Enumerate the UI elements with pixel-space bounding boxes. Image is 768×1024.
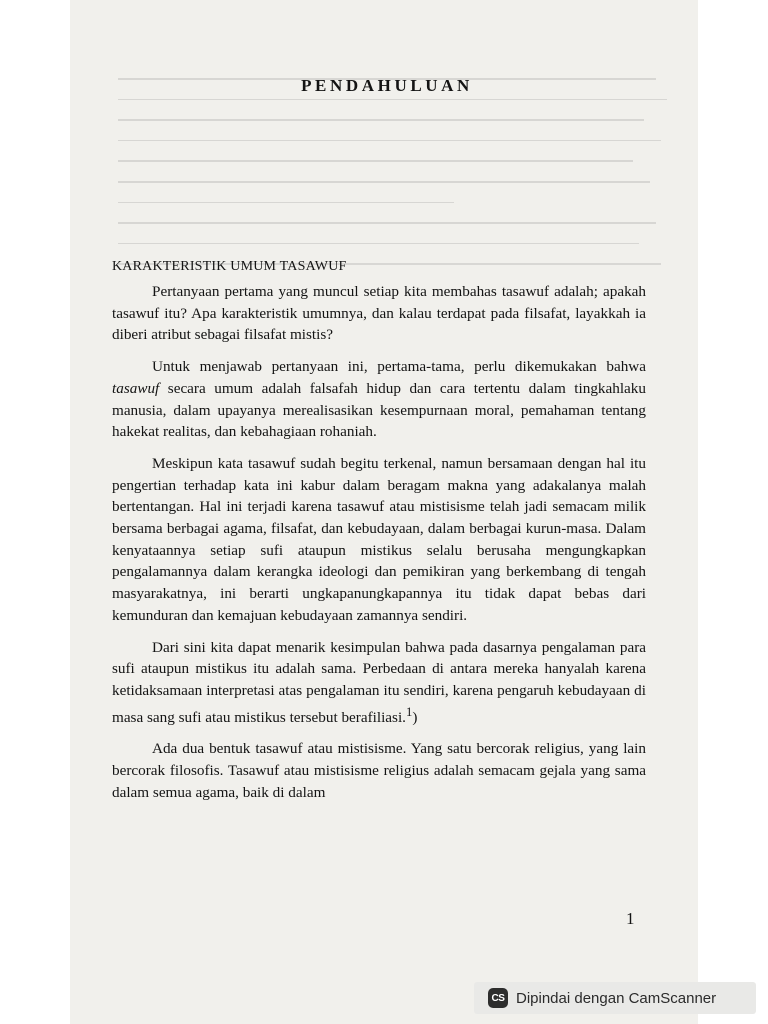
camscanner-watermark — [474, 982, 756, 1014]
camscanner-label: Dipindai dengan CamScanner — [516, 989, 717, 1007]
paragraph-2: Untuk menjawab pertanyaan ini, pertama-tama, perlu dikemukakan bahwa tasawuf secara umum adalah falsafah hidup dan cara tertentu dalam tingkahlaku manusia, dalam upayanya merealisasikan kesempurnaan moral, pemahaman tentang hakekat realitas, dan kebahagiaan rohaniah. — [112, 358, 646, 441]
body-text — [112, 281, 646, 804]
emphasized-term: tasawuf — [112, 379, 160, 397]
paragraph-4: Dari sini kita dapat menarik kesimpulan bahwa pada dasarnya pengalaman para sufi ataupun mistikus itu adalah sama. Perbedaan di antara mereka hanyalah karena ketidaksamaan interpretasi atas pengalaman itu sendiri, karena pengaruh kebudayaan di masa sang sufi atau mistikus tersebut berafiliasi.$^1$) — [112, 638, 646, 726]
paragraph-3: Meskipun kata tasawuf sudah begitu terkenal, namun bersamaan dengan hal itu pengertian terhadap kata ini kabur dalam beragam makna yang adakalanya malah bertentangan. Hal ini terjadi karena tasawuf atau mistisisme telah jadi semacam milik bersama berbagai agama, filsafat, dan kebudayaan, dalam berbagai kurun-masa. Dalam kenyataannya setiap sufi ataupun mistikus selalu berusaha mengungkapkan pengalamannya dalam kerangka ideologi dan pemikiran yang berkembang di tengah masyarakatnya, ini berarti ungkapanungkapannya itu tidak dapat bebas dari kemunduran dan kemajuan kebudayaan zamannya sendiri. — [112, 454, 646, 624]
paragraph-5: Ada dua bentuk tasawuf atau mistisisme. Yang satu bercorak religius, yang lain bercorak filosofis. Tasawuf atau mistisisme religius adalah semacam gejala yang sama dalam semua agama, baik di dalam — [112, 740, 646, 801]
paragraph-1: Pertanyaan pertama yang muncul setiap kita membahas tasawuf adalah; apakah tasawuf itu? Apa karakteristik umumnya, dan kalau terdapat pada filsafat, layakkah ia diberi atribut sebagai filsafat mistis? — [112, 283, 646, 344]
footnote-reference: 1 — [405, 704, 413, 719]
section-heading: KARAKTERISTIK UMUM TASAWUF — [112, 259, 347, 274]
page-number: 1 — [626, 909, 635, 928]
page-content — [112, 76, 646, 814]
chapter-title: PENDAHULUAN — [301, 76, 473, 95]
camscanner-logo-icon: CS — [488, 988, 508, 1008]
